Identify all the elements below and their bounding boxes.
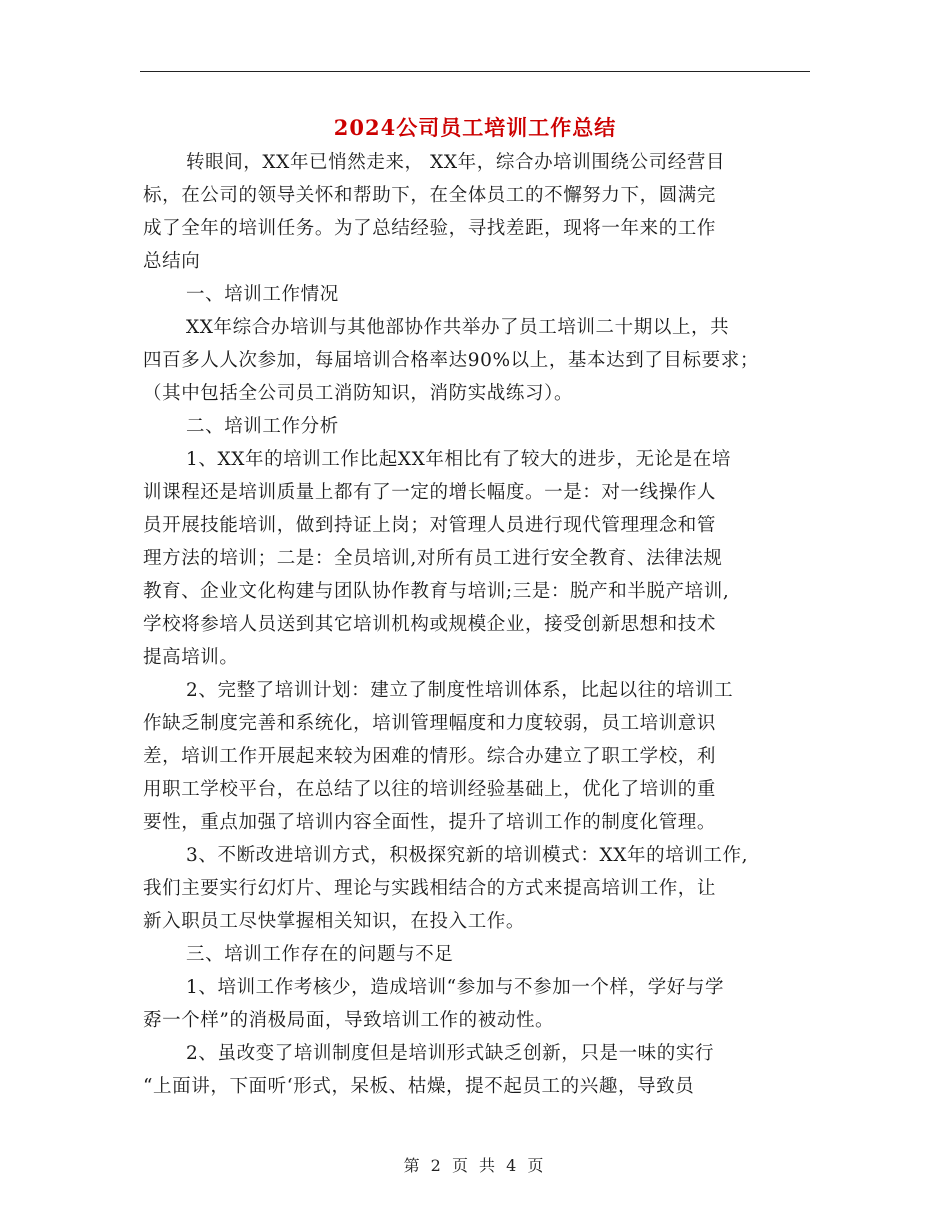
text-line: 总结向 (143, 251, 201, 272)
text-line: 学校将参培人员送到其它培训机构或规模企业，接受创新思想和技术 (143, 614, 717, 635)
text-line: 用职工学校平台，在总结了以往的培训经验基础上，优化了培训的重 (143, 779, 717, 800)
text-line: 员开展技能培训，做到持证上岗；对管理人员进行现代管理理念和管 (143, 515, 717, 536)
text-line: 差，培训工作开展起来较为困难的情形。综合办建立了职工学校，利 (143, 746, 717, 767)
document-body (143, 146, 815, 1103)
text-line: 二、培训工作分析 (186, 416, 339, 437)
text-line: 新入职员工尽快掌握相关知识，在投入工作。 (143, 911, 526, 932)
text-line: 一、培训工作情况 (186, 284, 339, 305)
text-line: 教育、企业文化构建与团队协作教育与培训;三是：脱产和半脱产培训, (143, 581, 730, 602)
text-line: 提高培训。 (143, 647, 239, 668)
header-rule (140, 71, 810, 72)
page-footer: 第 2 页 共 4 页 (403, 1156, 547, 1175)
text-line: 2、虽改变了培训制度但是培训形式缺乏创新，只是一味的实行 (186, 1043, 715, 1064)
text-line: 标，在公司的领导关怀和帮助下，在全体员工的不懈努力下，圆满完 (143, 185, 717, 206)
document-title: 2024公司员工培训工作总结 (333, 115, 617, 140)
text-line: 三、培训工作存在的问题与不足 (186, 944, 454, 965)
text-line: XX年综合办培训与其他部协作共举办了员工培训二十期以上，共 (186, 317, 730, 338)
text-line: 转眼间，XX年已悄然走来， XX年，综合办培训围绕公司经营目 (186, 152, 726, 173)
text-line: 成了全年的培训任务。为了总结经验，寻找差距，现将一年来的工作 (143, 218, 717, 239)
text-line: 我们主要实行幻灯片、理论与实践相结合的方式来提高培训工作，让 (143, 878, 717, 899)
text-line: 3、不断改进培训方式，积极探究新的培训模式：XX年的培训工作, (186, 845, 749, 866)
text-line: “上面讲，下面听‘形式，呆板、枯燥，提不起员工的兴趣，导致员 (143, 1076, 695, 1097)
text-line: 1、培训工作考核少，造成培训“参加与不参加一个样，学好与学 (186, 977, 725, 998)
text-line: 作缺乏制度完善和系统化，培训管理幅度和力度较弱，员工培训意识 (143, 713, 717, 734)
text-line: 理方法的培训；二是：全员培训,对所有员工进行安全教育、法律法规 (143, 548, 723, 569)
text-line: 要性，重点加强了培训内容全面性，提升了培训工作的制度化管理。 (143, 812, 717, 833)
text-line: 四百多人人次参加，每届培训合格率达90%以上，基本达到了目标要求； (143, 350, 759, 371)
text-line: 训课程还是培训质量上都有了一定的增长幅度。一是：对一线操作人 (143, 482, 717, 503)
text-line: 2、完整了培训计划：建立了制度性培训体系，比起以往的培训工 (186, 680, 734, 701)
text-line: 1、XX年的培训工作比起XX年相比有了较大的进步，无论是在培 (186, 449, 731, 470)
text-line: 孬一个样”的消极局面，导致培训工作的被动性。 (143, 1010, 555, 1031)
text-line: （其中包括全公司员工消防知识，消防实战练习）。 (143, 383, 574, 404)
